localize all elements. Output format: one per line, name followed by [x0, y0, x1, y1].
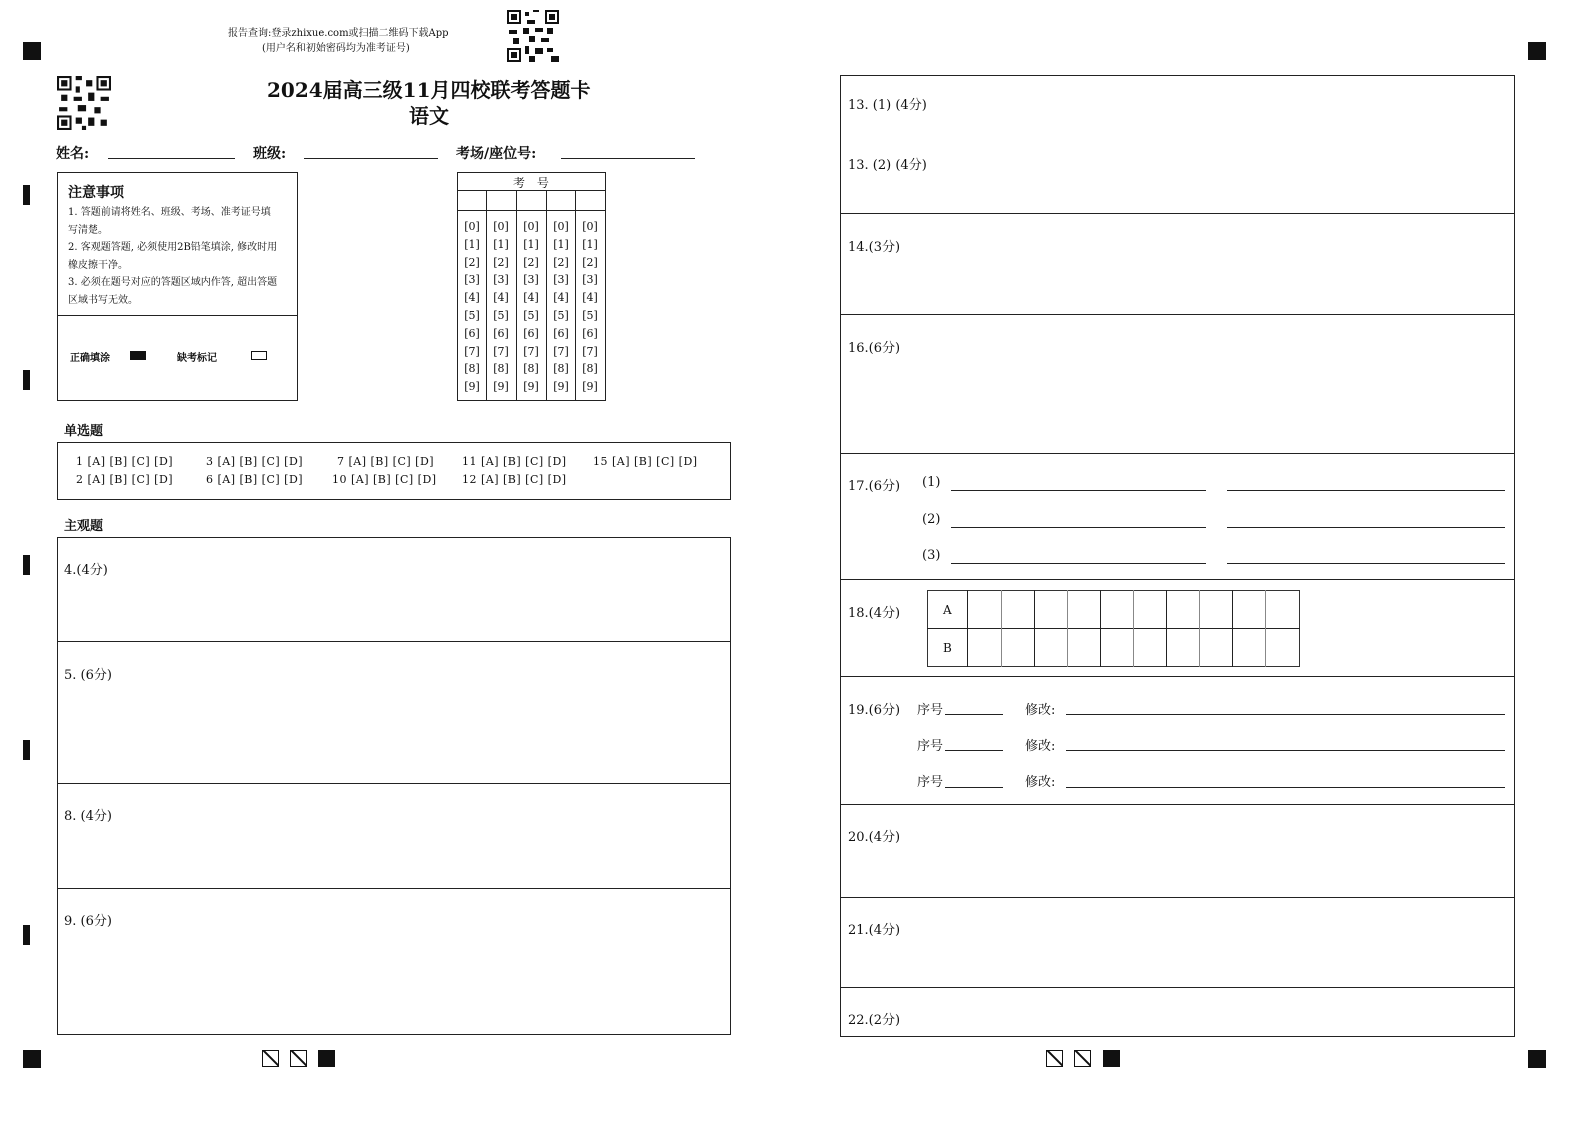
notice-item-1: 1. 答题前请将姓名、班级、考场、准考证号填写清楚。: [68, 207, 271, 236]
class-label: 班级:: [253, 146, 287, 162]
digit-bubble[interactable]: [3]: [523, 273, 539, 287]
notice-item-2: 2. 客观题答题, 必须使用2B铅笔填涂, 修改时用橡皮擦干净。: [68, 242, 278, 271]
mcq-item[interactable]: 10 [A] [B] [C] [D]: [332, 473, 437, 486]
digit-bubble[interactable]: [9]: [464, 380, 480, 394]
digit-bubble[interactable]: [3]: [553, 273, 569, 287]
corner-marker-tr: [1528, 42, 1546, 60]
answer-line[interactable]: [1227, 527, 1505, 528]
answer-line[interactable]: [951, 490, 1206, 491]
digit-bubble[interactable]: [2]: [582, 255, 598, 269]
mcq-item[interactable]: 11 [A] [B] [C] [D]: [462, 455, 567, 468]
digit-bubble[interactable]: [8]: [493, 362, 509, 376]
subjective-box: [57, 537, 731, 1035]
digit-bubble[interactable]: [4]: [464, 291, 480, 305]
seq-field[interactable]: [945, 750, 1003, 751]
digit-bubble[interactable]: [0]: [553, 220, 569, 233]
digit-bubble[interactable]: [9]: [523, 380, 539, 394]
qr-code-icon: [507, 10, 559, 62]
modify-label: 修改:: [1025, 739, 1056, 754]
page-marker-crossed: [262, 1050, 279, 1067]
digit-bubble[interactable]: [0]: [582, 220, 598, 233]
digit-bubble[interactable]: [1]: [464, 237, 480, 251]
corner-marker-br: [1528, 1050, 1546, 1068]
digit-bubble[interactable]: [0]: [493, 220, 509, 233]
correct-fill-sample: [130, 351, 146, 360]
digit-bubble[interactable]: [3]: [582, 273, 598, 287]
answer-divider: [840, 897, 1515, 898]
question-18-label: 18.(4分): [848, 606, 901, 621]
seq-field[interactable]: [945, 787, 1003, 788]
q18-row-a: A: [943, 603, 952, 617]
answer-divider: [57, 888, 731, 889]
digit-bubble[interactable]: [7]: [493, 344, 509, 358]
digit-bubble[interactable]: [8]: [464, 362, 480, 376]
notice-divider: [57, 315, 298, 316]
question-21-label: 21.(4分): [848, 923, 901, 938]
digit-bubble[interactable]: [2]: [523, 255, 539, 269]
timing-mark: [23, 740, 30, 760]
modify-field[interactable]: [1066, 750, 1505, 751]
seq-label: 序号: [917, 775, 944, 790]
mcq-item[interactable]: 1 [A] [B] [C] [D]: [76, 455, 174, 468]
modify-label: 修改:: [1025, 775, 1056, 790]
correct-fill-label: 正确填涂: [70, 353, 110, 364]
digit-bubble[interactable]: [4]: [523, 291, 539, 305]
class-field[interactable]: [304, 158, 438, 159]
q18-grid-col-line: [1067, 590, 1068, 667]
digit-bubble[interactable]: [8]: [553, 362, 569, 376]
q18-grid-col-line: [1199, 590, 1200, 667]
question-5-label: 5. (6分): [64, 668, 112, 683]
digit-bubble[interactable]: [7]: [523, 344, 539, 358]
question-20-label: 20.(4分): [848, 830, 901, 845]
exam-digit-column[interactable]: [517, 218, 545, 396]
exam-digit-column[interactable]: [458, 218, 486, 396]
digit-bubble[interactable]: [8]: [523, 362, 539, 376]
answer-divider: [840, 453, 1515, 454]
digit-bubble[interactable]: [0]: [464, 220, 480, 233]
question-17-sub-3: (3): [922, 548, 941, 563]
answer-line[interactable]: [951, 527, 1206, 528]
question-17-sub-1: (1): [922, 475, 941, 490]
digit-bubble[interactable]: [1]: [553, 237, 569, 251]
q18-grid-col-line: [1232, 590, 1233, 667]
q18-grid-col-line: [1001, 590, 1002, 667]
digit-bubble[interactable]: [8]: [582, 362, 598, 376]
digit-bubble[interactable]: [9]: [582, 380, 598, 394]
q18-grid-row-line: [927, 628, 1300, 629]
timing-mark: [23, 370, 30, 390]
question-17-sub-2: (2): [922, 512, 941, 527]
mcq-item[interactable]: 12 [A] [B] [C] [D]: [462, 473, 567, 486]
page-marker-filled: [318, 1050, 335, 1067]
digit-bubble[interactable]: [5]: [523, 308, 539, 322]
digit-bubble[interactable]: [9]: [553, 380, 569, 394]
mcq-item[interactable]: 6 [A] [B] [C] [D]: [206, 473, 304, 486]
exam-digit-column[interactable]: [487, 218, 515, 396]
question-13-2-label: 13. (2) (4分): [848, 158, 927, 173]
digit-bubble[interactable]: [7]: [553, 344, 569, 358]
notice-title: 注意事项: [68, 185, 124, 201]
qr-code-icon: [57, 76, 111, 130]
digit-bubble[interactable]: [7]: [464, 344, 480, 358]
exam-digit-column[interactable]: [576, 218, 604, 396]
answer-divider: [57, 783, 731, 784]
digit-bubble[interactable]: [5]: [553, 308, 569, 322]
answer-divider: [840, 579, 1515, 580]
notice-item-3: 3. 必须在题号对应的答题区域内作答, 超出答题区域书写无效。: [68, 277, 278, 306]
corner-marker-bl: [23, 1050, 41, 1068]
digit-bubble[interactable]: [4]: [582, 291, 598, 305]
question-22-label: 22.(2分): [848, 1013, 901, 1028]
mcq-item[interactable]: 15 [A] [B] [C] [D]: [593, 455, 698, 468]
answer-divider: [840, 987, 1515, 988]
answer-line[interactable]: [1227, 563, 1505, 564]
digit-bubble[interactable]: [5]: [582, 308, 598, 322]
digit-bubble[interactable]: [6]: [523, 326, 539, 340]
timing-mark: [23, 185, 30, 205]
digit-bubble[interactable]: [6]: [582, 326, 598, 340]
answer-divider: [840, 676, 1515, 677]
mcq-item[interactable]: 2 [A] [B] [C] [D]: [76, 473, 174, 486]
seq-field[interactable]: [945, 714, 1003, 715]
digit-bubble[interactable]: [5]: [493, 308, 509, 322]
question-14-label: 14.(3分): [848, 240, 901, 255]
digit-bubble[interactable]: [5]: [464, 308, 480, 322]
question-9-label: 9. (6分): [64, 914, 112, 929]
timing-mark: [23, 925, 30, 945]
digit-bubble[interactable]: [2]: [464, 255, 480, 269]
q18-row-b: B: [943, 641, 952, 655]
question-13-1-label: 13. (1) (4分): [848, 98, 927, 113]
question-16-label: 16.(6分): [848, 341, 901, 356]
digit-bubble[interactable]: [6]: [553, 326, 569, 340]
name-field[interactable]: [108, 158, 235, 159]
exam-number-title: 考 号: [513, 176, 553, 190]
report-line-1: 报告查询:登录zhixue.com或扫描二维码下载App: [228, 28, 449, 39]
exam-grid-line: [457, 190, 606, 191]
question-17-label: 17.(6分): [848, 479, 901, 494]
page-marker-filled: [1103, 1050, 1120, 1067]
name-label: 姓名:: [56, 146, 90, 162]
question-8-label: 8. (4分): [64, 809, 112, 824]
absent-mark-label: 缺考标记: [177, 353, 217, 364]
digit-bubble[interactable]: [7]: [582, 344, 598, 358]
subjective-section-title: 主观题: [64, 519, 104, 534]
answer-divider: [57, 641, 731, 642]
digit-bubble[interactable]: [9]: [493, 380, 509, 394]
answer-divider: [840, 804, 1515, 805]
q18-grid-col-line: [967, 590, 968, 667]
answer-divider: [840, 314, 1515, 315]
modify-field[interactable]: [1066, 714, 1505, 715]
answer-line[interactable]: [951, 563, 1206, 564]
digit-bubble[interactable]: [1]: [523, 237, 539, 251]
seq-label: 序号: [917, 703, 944, 718]
page-marker-crossed: [1046, 1050, 1063, 1067]
digit-bubble[interactable]: [2]: [553, 255, 569, 269]
question-4-label: 4.(4分): [64, 563, 108, 578]
digit-bubble[interactable]: [6]: [493, 326, 509, 340]
mcq-box: [57, 442, 731, 500]
modify-field[interactable]: [1066, 787, 1505, 788]
q18-grid-col-line: [1034, 590, 1035, 667]
exam-grid-line: [457, 210, 606, 211]
q18-grid-col-line: [1265, 590, 1266, 667]
report-line-2: (用户名和初始密码均为准考证号): [262, 43, 410, 54]
subject-title: 语文: [409, 104, 449, 128]
page-marker-crossed: [290, 1050, 307, 1067]
question-19-label: 19.(6分): [848, 703, 901, 718]
q18-grid-col-line: [1133, 590, 1134, 667]
modify-label: 修改:: [1025, 703, 1056, 718]
digit-bubble[interactable]: [6]: [464, 326, 480, 340]
digit-bubble[interactable]: [1]: [582, 237, 598, 251]
page-marker-crossed: [1074, 1050, 1091, 1067]
exam-digit-column[interactable]: [547, 218, 575, 396]
q18-grid-col-line: [1100, 590, 1101, 667]
corner-marker-tl: [23, 42, 41, 60]
digit-bubble[interactable]: [0]: [523, 220, 539, 233]
mcq-section-title: 单选题: [64, 424, 104, 439]
mcq-item[interactable]: 3 [A] [B] [C] [D]: [206, 455, 304, 468]
digit-bubble[interactable]: [3]: [493, 273, 509, 287]
answer-divider: [840, 213, 1515, 214]
seat-label: 考场/座位号:: [456, 146, 537, 162]
seat-field[interactable]: [561, 158, 695, 159]
digit-bubble[interactable]: [4]: [553, 291, 569, 305]
answer-line[interactable]: [1227, 490, 1505, 491]
q18-grid-col-line: [1166, 590, 1167, 667]
page-title: 2024届高三级11月四校联考答题卡: [267, 78, 591, 102]
digit-bubble[interactable]: [1]: [493, 237, 509, 251]
digit-bubble[interactable]: [2]: [493, 255, 509, 269]
absent-mark-box[interactable]: [251, 351, 267, 360]
mcq-item[interactable]: 7 [A] [B] [C] [D]: [337, 455, 435, 468]
seq-label: 序号: [917, 739, 944, 754]
digit-bubble[interactable]: [4]: [493, 291, 509, 305]
digit-bubble[interactable]: [3]: [464, 273, 480, 287]
right-answer-box: [840, 75, 1515, 1037]
timing-mark: [23, 555, 30, 575]
